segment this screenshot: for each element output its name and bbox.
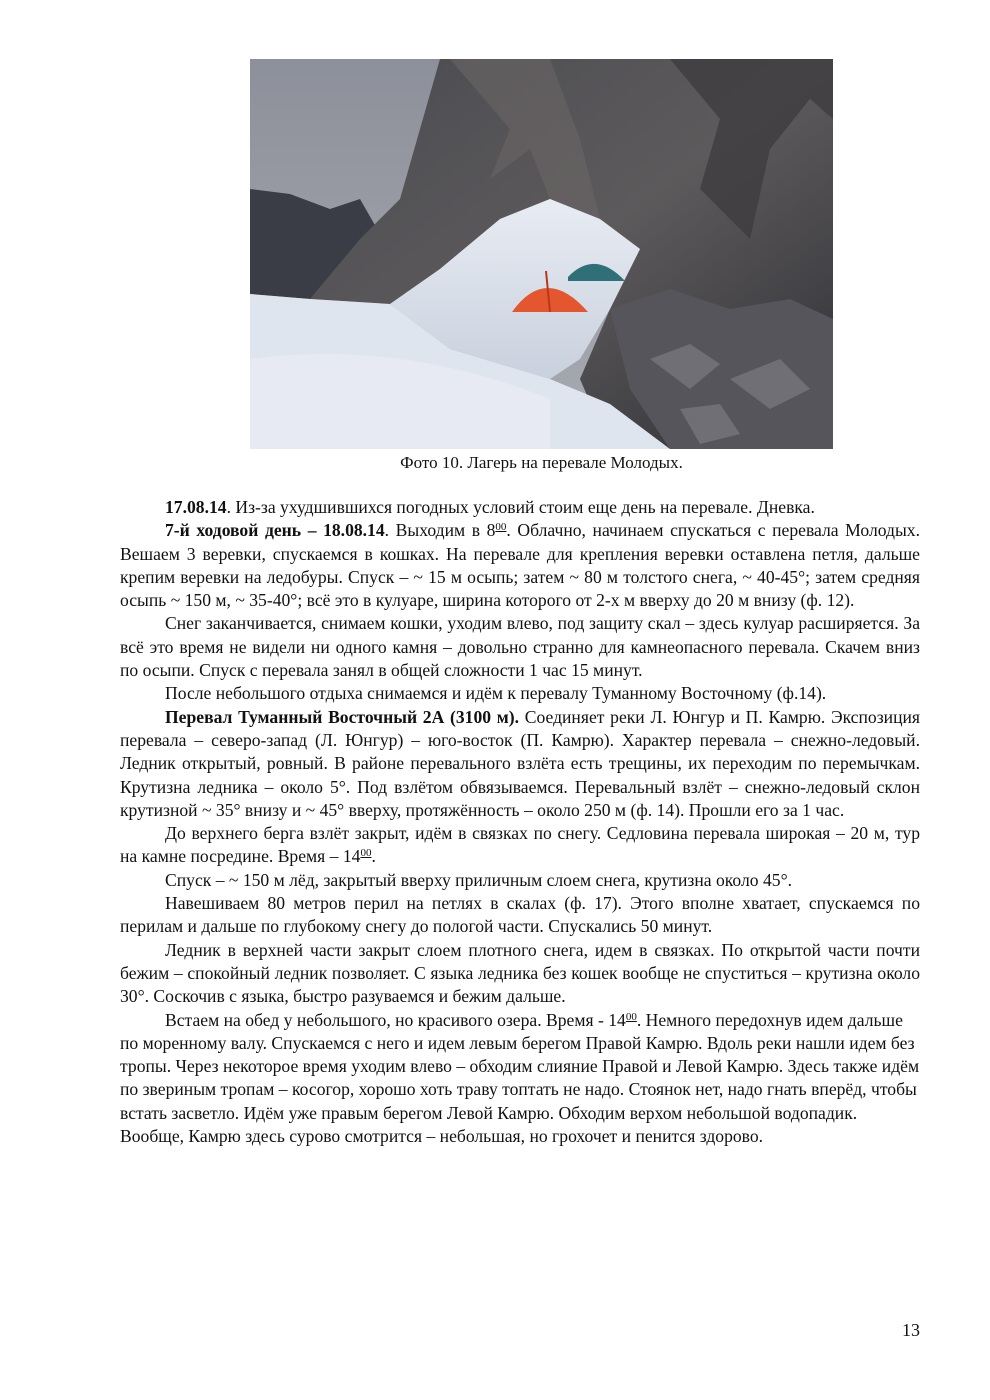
paragraph-descent: Спуск – ~ 150 м лёд, закрытый вверху приличным слоем снега, крутизна около 45°. xyxy=(165,869,792,890)
photo-illustration xyxy=(250,59,833,449)
pass-heading: Перевал Туманный Восточный 2А (3100 м). xyxy=(165,706,520,727)
document-body xyxy=(120,496,920,1148)
paragraph-day-7: 7-й ходовой день – 18.08.14. Выходим в $8^{00}$. Облачно, начинаем спускаться с перевала Молодых. Вешаем 3 веревки, спускаемся в кошках. На перевале для крепления веревки оставлена петля, дальше крепим веревки на ледобуры. Спуск – ~ 15 м осыпь; затем ~ 80 м толстого снега, ~ 40-45°; затем средняя осыпь ~ 150 м, ~ 35-40°; всё это в кулуаре, ширина которого от 2-х м вверху до 20 м внизу (ф. 12). xyxy=(120,520,920,611)
photo-camp-on-pass xyxy=(250,59,833,449)
paragraph-pass-description: Перевал Туманный Восточный 2А (3100 м). Соединяет реки Л. Юнгур и П. Камрю. Экспозиция перевала – северо-запад (Л. Юнгур) – юго-восток (П. Камрю). Характер перевала – снежно-ледовый. Ледник открытый, ровный. В районе перевального взлёта есть трещины, их переходим по перемычкам. Крутизна ледника – около 5°. Под взлётом обвязываемся. Перевальный взлёт – снежно-ледовый склон крутизной ~ 35° внизу и ~ 45° вверху, протяжённость – около 250 м (ф. 14). Прошли его за 1 час. xyxy=(120,706,920,820)
paragraph-glacier: Ледник в верхней части закрыт слоем плотного снега, идем в связках. По открытой части почти бежим – спокойный ледник позволяет. С языка ледника без кошек вообще не спуститься – крутизна около 30°. Соскочив с языка, быстро разуваемся и бежим дальше. xyxy=(120,939,920,1007)
photo-caption: Фото 10. Лагерь на перевале Молодых. xyxy=(400,453,683,472)
paragraph-snow-ends: Снег заканчивается, снимаем кошки, уходим влево, под защиту скал – здесь кулуар расширяется. За всё это время не видели ни одного камня – довольно странно для камнеопасного перевала. Скачем вниз по осыпи. Спуск с перевала занял в общей сложности 1 час 15 минут. xyxy=(120,613,920,681)
paragraph-saddle: До верхнего берга взлёт закрыт, идём в связках по снегу. Седловина перевала широкая – 20 м, тур на камне посредине. Время – $14^{00}$. xyxy=(120,823,920,867)
paragraph-rest: После небольшого отдыха снимаемся и идём к перевалу Туманному Восточному (ф.14). xyxy=(165,683,827,704)
paragraph-lunch: Встаем на обед у небольшого, но красивого озера. Время - $14^{00}$. Немного передохнув идем дальше по моренному валу. Спускаемся с него и идем левым берегом Правой Камрю. Вдоль реки нашли идем без тропы. Через некоторое время уходим влево – обходим слияние Правой и Левой Камрю. Здесь также идём по звериным тропам – косогор, хорошо хоть траву топтать не надо. Стоянок нет, надо гнать вперёд, чтобы встать засветло. Идём уже правым берегом Левой Камрю. Обходим верхом небольшой водопадик. Вообще, Камрю здесь сурово смотрится – небольшая, но грохочет и пенится здорово. xyxy=(120,1009,920,1147)
page-number: 13 xyxy=(902,1320,920,1340)
paragraph-ropes: Навешиваем 80 метров перил на петлях в скалах (ф. 17). Этого вполне хватает, спускаемся по перилам и дальше по глубокому снегу до пологой части. Спускались 50 минут. xyxy=(120,893,920,937)
day-heading: 7-й ходовой день – 18.08.14 xyxy=(165,520,385,541)
paragraph-rest-day: 17.08.14. Из-за ухудшившихся погодных условий стоим еще день на перевале. Дневка. xyxy=(165,497,815,517)
date-label: 17.08.14 xyxy=(165,497,227,517)
